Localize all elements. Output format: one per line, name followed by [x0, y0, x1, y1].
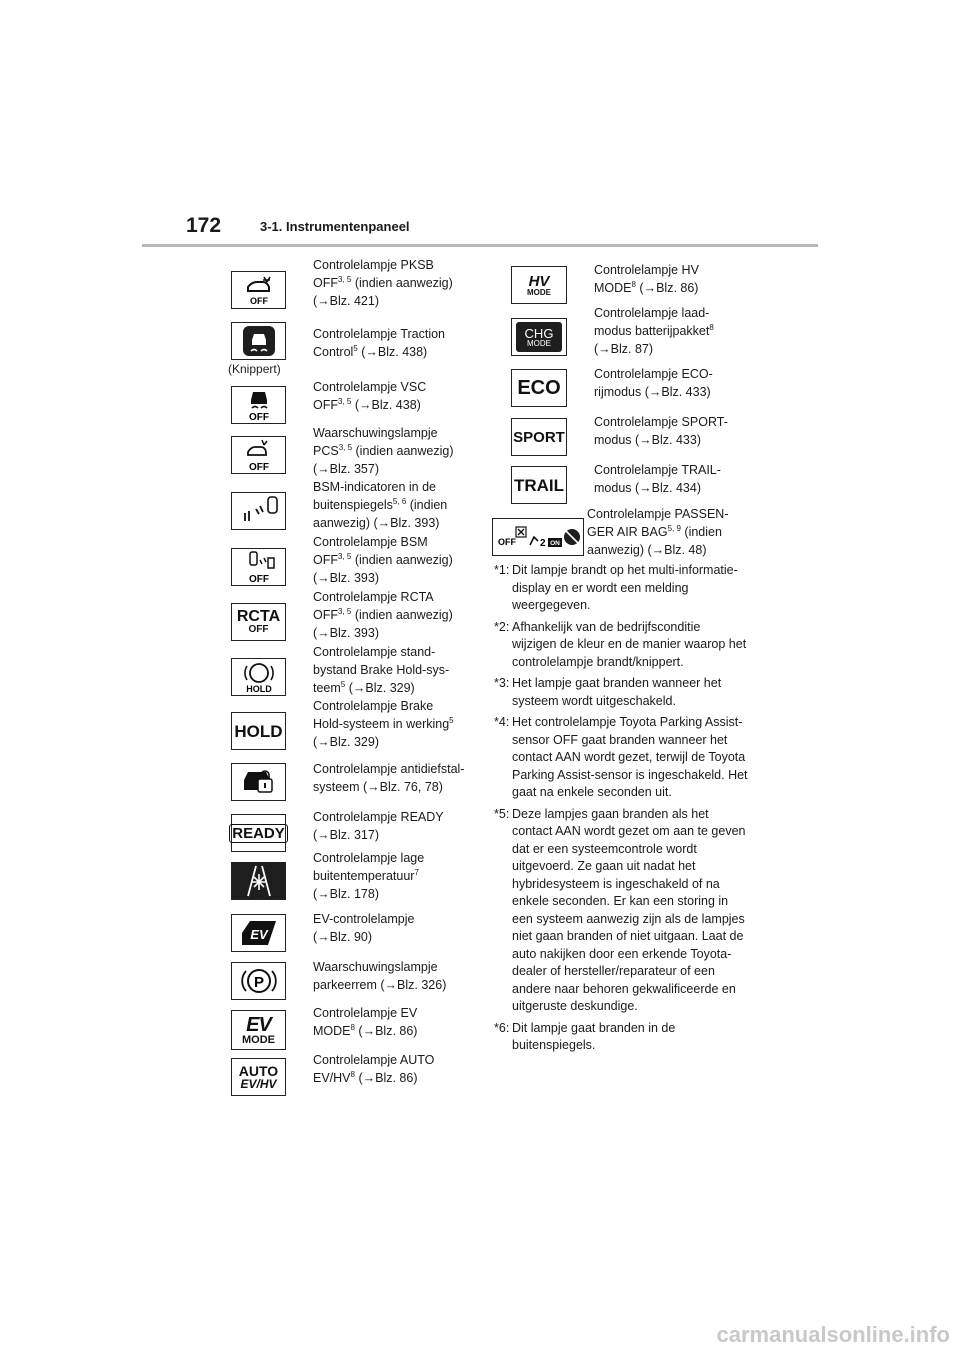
svg-text:OFF: OFF [248, 574, 269, 584]
low-temperature-description: Controlelampje lage buitentemperatuur$^7$ (→Blz. 178) [313, 851, 425, 901]
hv-mode-icon [511, 266, 567, 304]
trail-mode-icon [511, 466, 567, 504]
pcs-description: Waarschuwingslampje PCS$^{3, 5}$ (indien aanwezig) (→Blz. 357) [313, 426, 454, 476]
chg-glyph: CHG [524, 325, 554, 341]
svg-text:OFF: OFF [498, 537, 516, 547]
header-rule [142, 244, 818, 247]
footnote: *4: Het controlelampje Toyota Parking Assist-sensor OFF gaat branden wanneer het contact AAN wordt gezet, terwijl de Toyota Parking Assist-sensor is ingeschakeld. Het gaat na enkele seconden uit. [494, 715, 748, 799]
trail-mode-description: Controlelampje TRAIL- modus (→Blz. 434) [594, 463, 721, 495]
brake-hold-standby-description: Controlelampje stand- bystand Brake Hold-sys- teem$^5$ (→Blz. 329) [313, 645, 450, 695]
ev-mode-glyph: EV [246, 1013, 271, 1036]
bsm-off-icon [231, 548, 286, 586]
vsc-off-icon [231, 386, 286, 424]
svg-text:ON: ON [550, 540, 560, 547]
passenger-airbag-description: Controlelampje PASSEN- GER AIR BAG$^{5, 9}$ (indien aanwezig) (→Blz. 48) [587, 507, 729, 557]
blinking-label: (Knippert) [228, 362, 281, 376]
svg-text:OFF: OFF [248, 462, 269, 472]
svg-text:OFF: OFF [248, 412, 269, 422]
ev-indicator-description: EV-controlelampje (→Blz. 90) [313, 912, 415, 944]
p-glyph: P [253, 974, 264, 991]
eco-mode-icon [511, 369, 567, 407]
glyph-text: OFF [249, 296, 268, 306]
auto-ev-hv-description: Controlelampje AUTO $EV/HV^8$ (→Blz. 86) [313, 1053, 435, 1085]
traction-control-icon [231, 322, 286, 360]
pksb-off-icon [231, 271, 286, 309]
sport-mode-description: Controlelampje SPORT- modus (→Blz. 433) [594, 415, 728, 447]
footnote: *2: Afhankelijk van de bedrijfsconditie wijzigen de kleur en de manier waarop het controlelampje brandt/knippert. [494, 619, 747, 669]
trail-glyph: TRAIL [513, 475, 565, 495]
ev-mode-icon [231, 1010, 286, 1050]
chg-mode-description: Controlelampje laad- modus batterijpakket$^8$ (→Blz. 87) [594, 306, 714, 356]
footnotes [494, 562, 748, 1059]
auto-glyph: AUTO [238, 1063, 279, 1079]
auto-ev-hv-icon [231, 1058, 286, 1096]
svg-text:HOLD: HOLD [245, 684, 272, 694]
ready-glyph: READY [229, 824, 288, 843]
off-glyph: OFF [248, 624, 269, 635]
bsm-off-description: Controlelampje BSM OFF$^{3, 5}$ (indien aanwezig) (→Blz. 393) [313, 535, 453, 585]
brake-hold-active-icon [231, 712, 286, 750]
footnote: *6: Dit lampje gaat branden in de buitenspiegels. [494, 1020, 676, 1052]
eco-glyph: ECO [517, 377, 561, 399]
mode-glyph: MODE [527, 287, 551, 297]
brake-hold-active-description: Controlelampje Brake Hold-systeem in werking$^5$ (→Blz. 329) [313, 699, 454, 749]
hv-glyph: HV [528, 272, 550, 290]
rcta-description: Controlelampje RCTA OFF$^{3, 5}$ (indien aanwezig) (→Blz. 393) [313, 590, 453, 640]
passenger-airbag-icon [492, 518, 584, 556]
ev-indicator-icon [231, 914, 286, 952]
bsm-indicator-icon [231, 492, 286, 530]
brake-hold-standby-icon [231, 658, 286, 696]
section-title: 3-1. Instrumentenpaneel [260, 219, 410, 234]
rcta-off-icon [231, 603, 286, 641]
footnote: *3: Het lampje gaat branden wanneer het systeem wordt uitgeschakeld. [494, 676, 722, 708]
footnote: *5: Deze lampjes gaan branden als het contact AAN wordt gezet om aan te geven dat er een systeemcontrole wordt uitgevoerd. Ze gaan uit nadat het hybridesysteem is ingeschakeld of na enkele seconden. Er kan een storing in een systeem aanwezig zijn als de lampjes niet gaan branden of niet uitgaan. Laat de auto nakijken door een erkende Toyota-dealer of hersteller/reparateur of een andere naar behoren gekwalificeerde en uitgeruste deskundige. [494, 806, 746, 1013]
pcs-warning-icon [231, 436, 286, 474]
hold-glyph: HOLD [234, 721, 283, 741]
hv-mode-description: Controlelampje HV MODE$^8$ (→Blz. 86) [594, 263, 699, 295]
svg-text:2: 2 [540, 538, 546, 549]
ev-mode-description: Controlelampje EV MODE$^8$ (→Blz. 86) [313, 1006, 418, 1038]
mode-glyph: MODE [242, 1033, 275, 1046]
ready-description: Controlelampje READY (→Blz. 317) [313, 810, 444, 842]
chg-mode-icon [511, 318, 567, 356]
anti-theft-icon [231, 763, 286, 801]
low-temperature-icon [231, 862, 286, 900]
rcta-glyph: RCTA [236, 608, 281, 625]
parking-brake-description: Waarschuwingslampje parkeerrem (→Blz. 326) [313, 960, 447, 992]
sport-glyph: SPORT [513, 428, 565, 446]
footnote: *1: Dit lampje brandt op het multi-informatie-display en er wordt een melding weergegeven. [494, 563, 738, 612]
sport-mode-icon [511, 418, 567, 456]
anti-theft-description: Controlelampje antidiefstal- systeem (→Blz. 76, 78) [313, 762, 465, 794]
mode-glyph: MODE [527, 338, 551, 348]
traction-description: Controlelampje Traction Control$^5$ (→Blz. 438) [313, 327, 446, 359]
parking-brake-icon [231, 962, 286, 1000]
vsc-description: Controlelampje VSC OFF$^{3, 5}$ (→Blz. 438) [313, 380, 427, 412]
bsm-indicator-description: BSM-indicatoren in de buitenspiegels$^{5, 6}$ (indien aanwezig) (→Blz. 393) [313, 480, 448, 530]
eco-mode-description: Controlelampje ECO- rijmodus (→Blz. 433) [594, 367, 713, 399]
pksb-description: Controlelampje PKSB OFF$^{3, 5}$ (indien aanwezig) (→Blz. 421) [313, 258, 453, 308]
ev-glyph: EV [249, 927, 268, 942]
ev-hv-glyph: EV/HV [240, 1077, 277, 1091]
watermark: carmanualsonline.info [716, 1322, 950, 1347]
ready-icon [231, 814, 286, 852]
page-number: 172 [186, 214, 222, 237]
